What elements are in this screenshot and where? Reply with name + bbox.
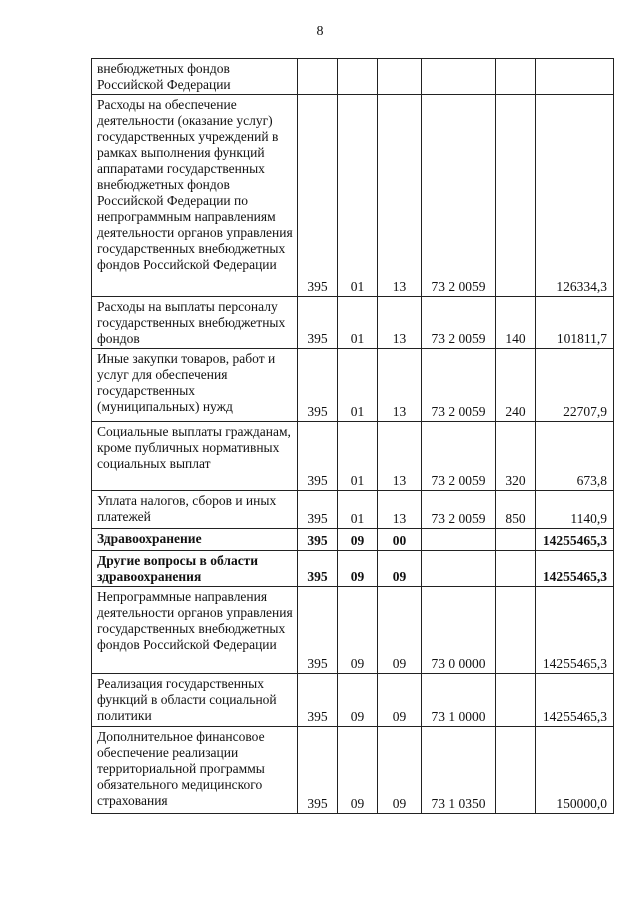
description-cell: Непрограммные направления деятельности органов управления государственных внебюджетных фондов Российской Федерации — [92, 587, 298, 674]
subsection-cell: 09 — [378, 727, 422, 814]
table-row — [92, 551, 614, 587]
amount-cell: 673,8 — [536, 422, 614, 491]
target-article-cell: 73 0 0000 — [422, 587, 496, 674]
section-cell: 09 — [338, 551, 378, 587]
table-row — [92, 297, 614, 349]
table-row — [92, 349, 614, 422]
table-row — [92, 491, 614, 529]
expense-type-cell: 240 — [496, 349, 536, 422]
target-article-cell — [422, 551, 496, 587]
section-cell — [338, 59, 378, 95]
expense-type-cell — [496, 674, 536, 727]
admin-code-cell: 395 — [298, 674, 338, 727]
admin-code-cell — [298, 59, 338, 95]
description-cell: Другие вопросы в области здравоохранения — [92, 551, 298, 587]
section-cell: 09 — [338, 529, 378, 551]
admin-code-cell: 395 — [298, 95, 338, 297]
amount-cell: 14255465,3 — [536, 674, 614, 727]
amount-cell: 126334,3 — [536, 95, 614, 297]
target-article-cell — [422, 59, 496, 95]
expense-type-cell — [496, 95, 536, 297]
table-row — [92, 422, 614, 491]
section-cell: 01 — [338, 491, 378, 529]
description-cell: Иные закупки товаров, работ и услуг для обеспечения государственных (муниципальных) нужд — [92, 349, 298, 422]
subsection-cell: 13 — [378, 95, 422, 297]
admin-code-cell: 395 — [298, 529, 338, 551]
section-cell: 01 — [338, 422, 378, 491]
expense-type-cell: 850 — [496, 491, 536, 529]
target-article-cell: 73 2 0059 — [422, 297, 496, 349]
subsection-cell: 13 — [378, 491, 422, 529]
target-article-cell: 73 2 0059 — [422, 349, 496, 422]
target-article-cell — [422, 529, 496, 551]
description-cell: Здравоохранение — [92, 529, 298, 551]
subsection-cell: 09 — [378, 551, 422, 587]
page-number: 8 — [316, 24, 324, 39]
description-cell: Социальные выплаты гражданам, кроме публичных нормативных социальных выплат — [92, 422, 298, 491]
table-row — [92, 529, 614, 551]
section-cell: 09 — [338, 727, 378, 814]
amount-cell: 150000,0 — [536, 727, 614, 814]
section-cell: 01 — [338, 95, 378, 297]
expense-type-cell: 320 — [496, 422, 536, 491]
amount-cell: 14255465,3 — [536, 551, 614, 587]
section-cell: 01 — [338, 297, 378, 349]
admin-code-cell: 395 — [298, 727, 338, 814]
amount-cell: 1140,9 — [536, 491, 614, 529]
target-article-cell: 73 1 0350 — [422, 727, 496, 814]
table-row — [92, 59, 614, 95]
amount-cell: 14255465,3 — [536, 529, 614, 551]
expense-type-cell: 140 — [496, 297, 536, 349]
description-cell: Дополнительное финансовое обеспечение реализации территориальной программы обязательного медицинского страхования — [92, 727, 298, 814]
amount-cell: 14255465,3 — [536, 587, 614, 674]
admin-code-cell: 395 — [298, 587, 338, 674]
subsection-cell: 13 — [378, 422, 422, 491]
description-cell: Уплата налогов, сборов и иных платежей — [92, 491, 298, 529]
description-cell: Реализация государственных функций в области социальной политики — [92, 674, 298, 727]
admin-code-cell: 395 — [298, 422, 338, 491]
subsection-cell: 00 — [378, 529, 422, 551]
admin-code-cell: 395 — [298, 491, 338, 529]
amount-cell: 22707,9 — [536, 349, 614, 422]
expense-type-cell — [496, 59, 536, 95]
subsection-cell: 09 — [378, 674, 422, 727]
table-row — [92, 727, 614, 814]
description-cell: Расходы на обеспечение деятельности (оказание услуг) государственных учреждений в рамках выполнения функций аппаратами государственных внебюджетных фондов Российской Федерации по непрограммным направлениям деятельности органов управления государственных внебюджетных фондов Российской Федерации — [92, 95, 298, 297]
subsection-cell: 13 — [378, 349, 422, 422]
section-cell: 01 — [338, 349, 378, 422]
subsection-cell — [378, 59, 422, 95]
expense-type-cell — [496, 551, 536, 587]
section-cell: 09 — [338, 587, 378, 674]
table-row — [92, 95, 614, 297]
expense-type-cell — [496, 587, 536, 674]
budget-table — [91, 58, 614, 814]
amount-cell: 101811,7 — [536, 297, 614, 349]
target-article-cell: 73 1 0000 — [422, 674, 496, 727]
section-cell: 09 — [338, 674, 378, 727]
admin-code-cell: 395 — [298, 297, 338, 349]
table-row — [92, 674, 614, 727]
subsection-cell: 13 — [378, 297, 422, 349]
target-article-cell: 73 2 0059 — [422, 422, 496, 491]
subsection-cell: 09 — [378, 587, 422, 674]
admin-code-cell: 395 — [298, 551, 338, 587]
description-cell: внебюджетных фондов Российской Федерации — [92, 59, 298, 95]
target-article-cell: 73 2 0059 — [422, 491, 496, 529]
target-article-cell: 73 2 0059 — [422, 95, 496, 297]
admin-code-cell: 395 — [298, 349, 338, 422]
description-cell: Расходы на выплаты персоналу государственных внебюджетных фондов — [92, 297, 298, 349]
table-row — [92, 587, 614, 674]
amount-cell — [536, 59, 614, 95]
expense-type-cell — [496, 727, 536, 814]
expense-type-cell — [496, 529, 536, 551]
